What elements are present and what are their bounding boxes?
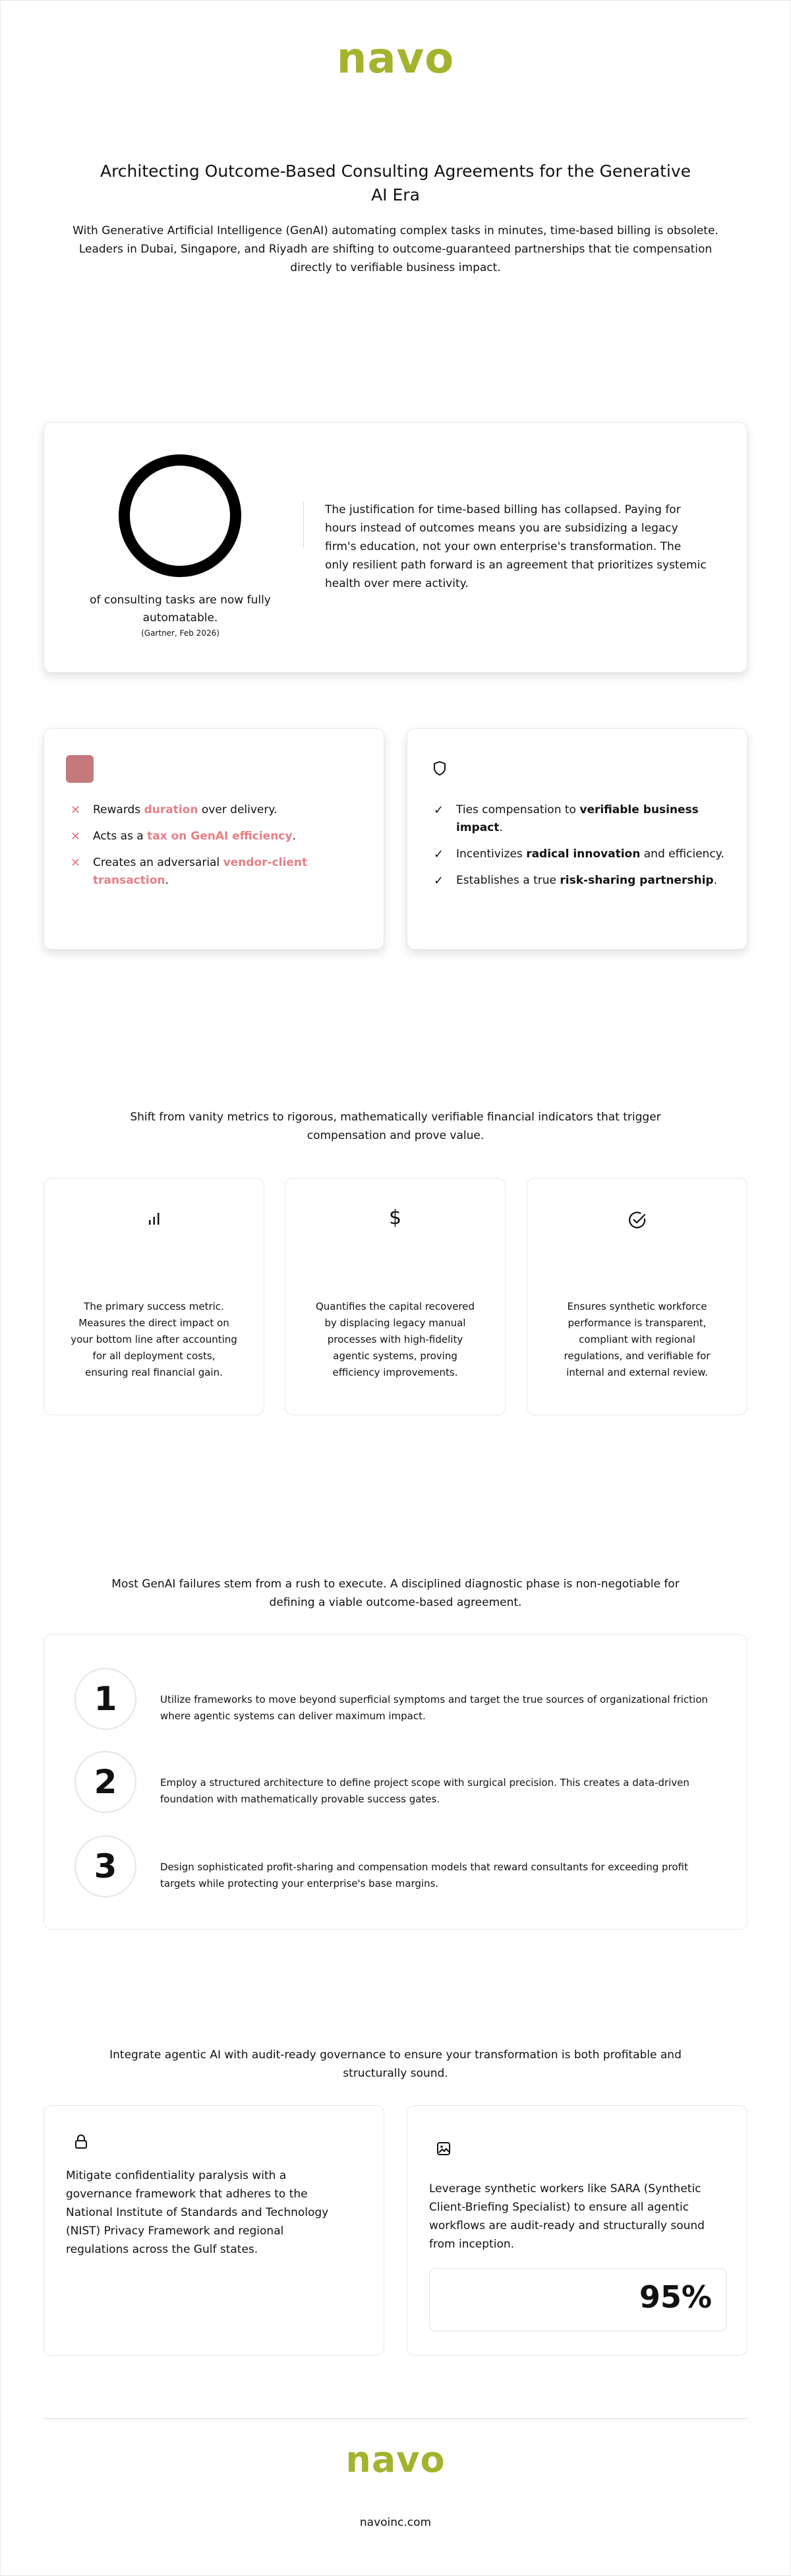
list-item: ✓ Establishes a true risk-sharing partnership. — [427, 872, 734, 890]
sara-text: Leverage synthetic workers like SARA (Synthetic Client-Briefing Specialist) to ensure all agentic workflows are audit-ready and structurally sound from inception. — [429, 2182, 705, 2251]
dollar-icon: $ — [388, 1206, 402, 1229]
brand-logo[interactable]: navo — [336, 34, 455, 83]
x-icon: ✕ — [71, 830, 81, 843]
step-text: Employ a structured architecture to define project scope with surgical precision. This creates a data-driven foundation with mathematically provable success gates. — [160, 1777, 689, 1805]
check-icon: ✓ — [434, 803, 444, 817]
step-number: 3 — [74, 1835, 136, 1897]
time-based-model-card — [44, 728, 384, 950]
sara-card — [407, 2105, 747, 2356]
diagnostic-intro: Most GenAI failures stem from a rush to execute. A disciplined diagnostic phase is non-negotiable for defining a viable outcome-based agreement. — [111, 1578, 680, 1609]
stat-card — [44, 422, 747, 673]
hero-intro: With Generative Artificial Intelligence (GenAI) automating complex tasks in minutes, time-based billing is obsolete. Leaders in Dubai, Singapore, and Riyadh are shifting to outcome-guaranteed partnerships that tie compensation directly to verifiable business impact. — [73, 224, 718, 274]
stat-divider — [303, 502, 304, 548]
list-item: ✕ Acts as a tax on GenAI efficiency. — [64, 828, 370, 845]
list-item: ✕ Rewards duration over delivery. — [64, 801, 370, 819]
metric-desc: The primary success metric. Measures the direct impact on your bottom line after accounting for all deployment costs, ensuring real financial gain. — [71, 1301, 237, 1378]
stat-caption: of consulting tasks are now fully automatable. — [90, 594, 271, 625]
metric-card-compliance — [527, 1178, 747, 1415]
metric-desc: Quantifies the capital recovered by displacing legacy manual processes with high-fidelity agentic systems, proving efficiency improvements. — [315, 1301, 475, 1378]
diagnostic-steps-card — [44, 1634, 747, 1930]
footer-link[interactable]: navoinc.com — [359, 2516, 432, 2529]
page-title: Architecting Outcome-Based Consulting Agreements for the Generative AI Era — [100, 162, 691, 204]
image-icon — [436, 2141, 451, 2156]
percent-value: 95% — [639, 2279, 712, 2315]
footer-logo[interactable]: navo — [345, 2439, 446, 2480]
footer-divider — [44, 2418, 747, 2419]
x-icon: ✕ — [71, 803, 81, 817]
list-item: ✕ Creates an adversarial vendor-client transaction. — [64, 854, 370, 890]
metric-desc: Ensures synthetic workforce performance is transparent, compliant with regional regulations, and verifiable for internal and external review. — [564, 1301, 711, 1378]
list-item: ✓ Ties compensation to verifiable business impact. — [427, 801, 734, 837]
step-text: Utilize frameworks to move beyond superficial symptoms and target the true sources of organizational friction where agentic systems can deliver maximum impact. — [160, 1694, 708, 1722]
percent-box — [429, 2268, 727, 2331]
governance-intro: Integrate agentic AI with audit-ready governance to ensure your transformation is both profitable and structurally sound. — [109, 2048, 682, 2080]
warning-icon — [66, 755, 94, 783]
outcome-based-points — [427, 801, 734, 890]
time-based-points — [64, 801, 370, 890]
metric-card-savings — [285, 1178, 506, 1415]
stat-ring-chart — [119, 454, 241, 577]
x-icon: ✕ — [71, 856, 81, 870]
privacy-text: Mitigate confidentiality paralysis with a governance framework that adheres to the National Institute of Standards and Technology (NIST) Privacy Framework and regional regulations across the Gulf states. — [66, 2169, 329, 2256]
step-number: 2 — [74, 1751, 136, 1813]
check-icon: ✓ — [434, 847, 444, 861]
bar-chart-icon — [44, 1210, 264, 1227]
check-circle-icon — [527, 1210, 747, 1230]
stat-source: (Gartner, Feb 2026) — [141, 629, 220, 638]
outcome-based-model-card — [407, 728, 747, 950]
metrics-intro: Shift from vanity metrics to rigorous, mathematically verifiable financial indicators that trigger compensation and prove value. — [130, 1111, 661, 1142]
privacy-card — [44, 2105, 384, 2356]
step-text: Design sophisticated profit-sharing and compensation models that reward consultants for exceeding profit targets while protecting your enterprise's base margins. — [160, 1861, 688, 1889]
metric-card-roi — [44, 1178, 264, 1415]
list-item: ✓ Incentivizes radical innovation and efficiency. — [427, 845, 734, 863]
step-number: 1 — [74, 1668, 136, 1730]
check-icon: ✓ — [434, 874, 444, 888]
lock-icon — [73, 2133, 89, 2151]
justification-text: The justification for time-based billing has collapsed. Paying for hours instead of outcomes means you are subsidizing a legacy firm's education, not your own enterprise's transformation. The only resilient path forward is an agreement that prioritizes systemic health over mere activity. — [325, 503, 707, 590]
shield-icon — [432, 760, 447, 776]
